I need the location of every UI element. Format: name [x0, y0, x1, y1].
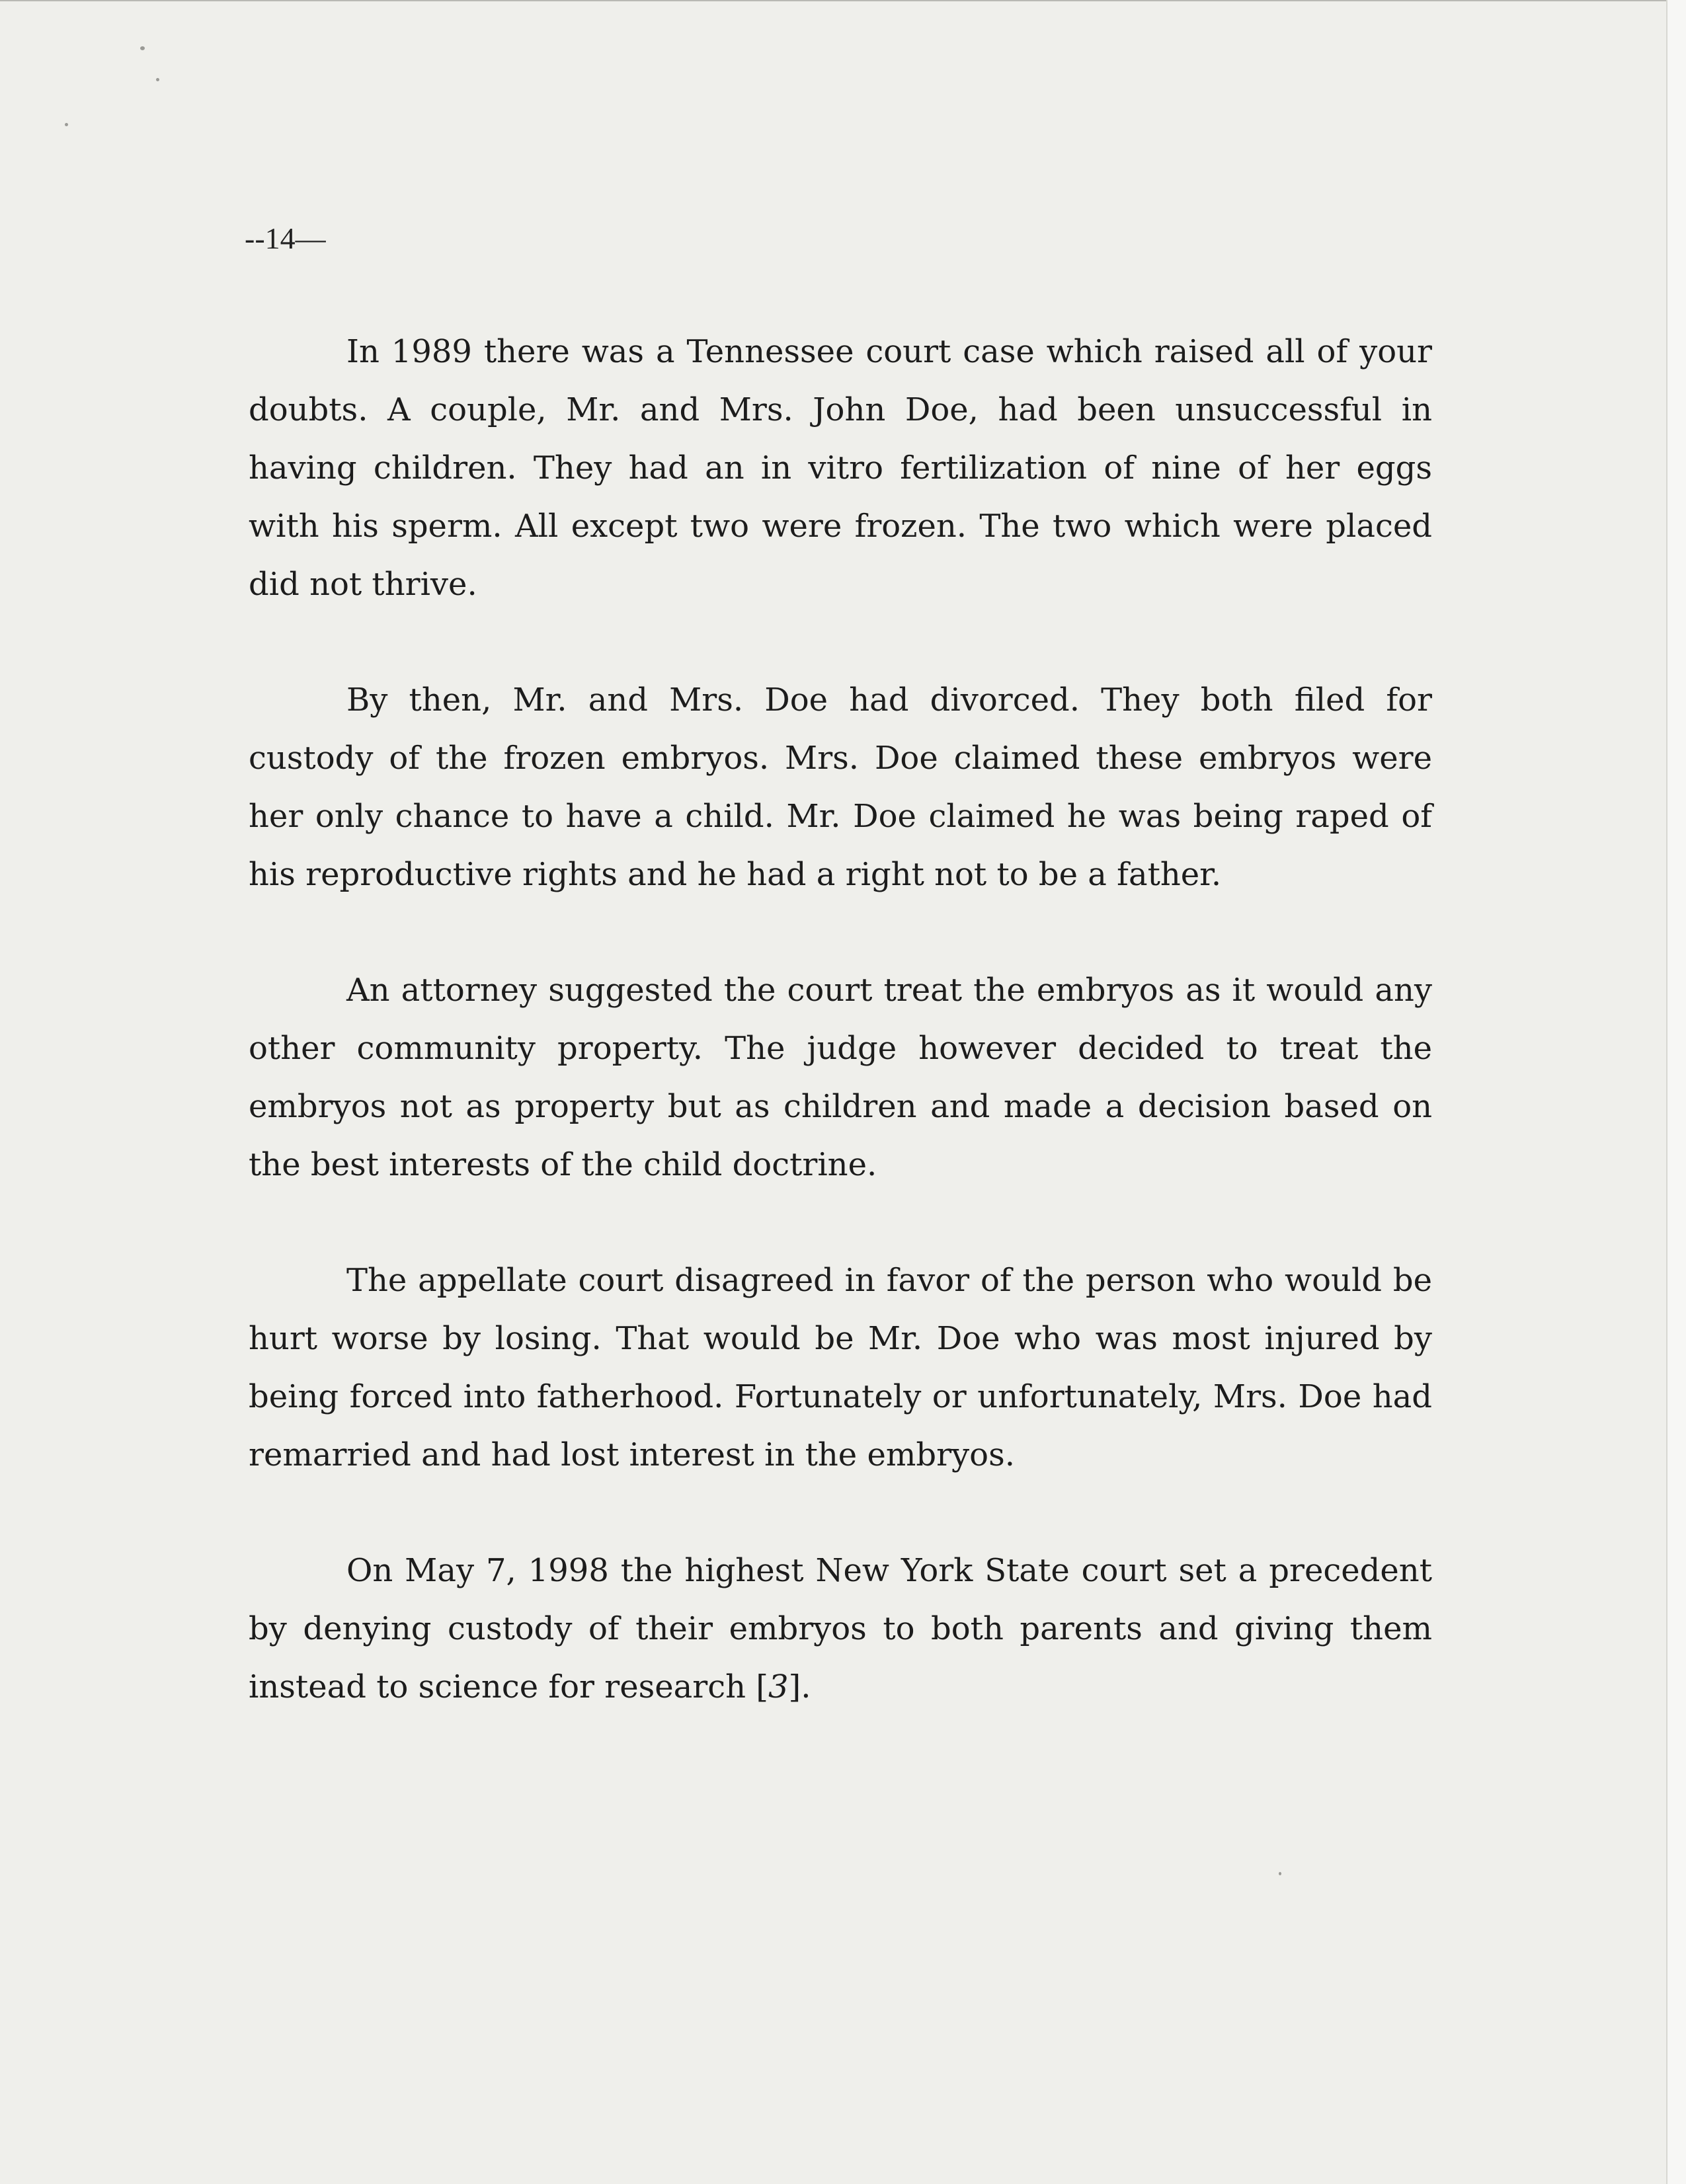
paragraph-divorce-custody: By then, Mr. and Mrs. Doe had divorced. They both filed for custody of the frozen embryos. Mrs. Doe claimed these embryos were her only chance to have a child. Mr. Doe claimed he was being raped of his reproductive rights and he had a right not to be a father. — [249, 682, 1432, 893]
scan-speck — [156, 78, 159, 81]
paragraph-new-york-precedent — [249, 1541, 1432, 1716]
page-number: --14— — [245, 221, 326, 255]
citation-close: ]. — [788, 1668, 811, 1705]
body-text — [249, 323, 1432, 1716]
scan-speck — [140, 46, 145, 50]
paragraph-appellate-court: The appellate court disagreed in favor of the person who would be hurt worse by losing. That would be Mr. Doe who was most injured by being forced into fatherhood. Fortunately or unfortunately, Mrs. Doe had remarried and had lost interest in the embryos. — [249, 1262, 1432, 1473]
paragraph-tennessee-case: In 1989 there was a Tennessee court case which raised all of your doubts. A couple, Mr. and Mrs. John Doe, had been unsuccessful in having children. They had an in vitro fertilization of nine of her eggs with his sperm. All except two were frozen. The two which were placed did not thrive. — [249, 333, 1432, 603]
top-edge-rule — [0, 0, 1666, 1]
paragraph-judge-decision: An attorney suggested the court treat the embryos as it would any other community property. The judge however decided to treat the embryos not as property but as children and made a decision based on the best interests of the child doctrine. — [249, 972, 1432, 1183]
scanner-page-edge — [1666, 0, 1686, 2184]
scan-speck — [1279, 1872, 1281, 1875]
precedent-text: On May 7, 1998 the highest New York State court set a precedent by denying custody of their embryos to both parents and giving them instead to science for research [ — [249, 1552, 1432, 1705]
scan-speck — [65, 123, 68, 126]
citation-reference: 3 — [768, 1668, 789, 1705]
